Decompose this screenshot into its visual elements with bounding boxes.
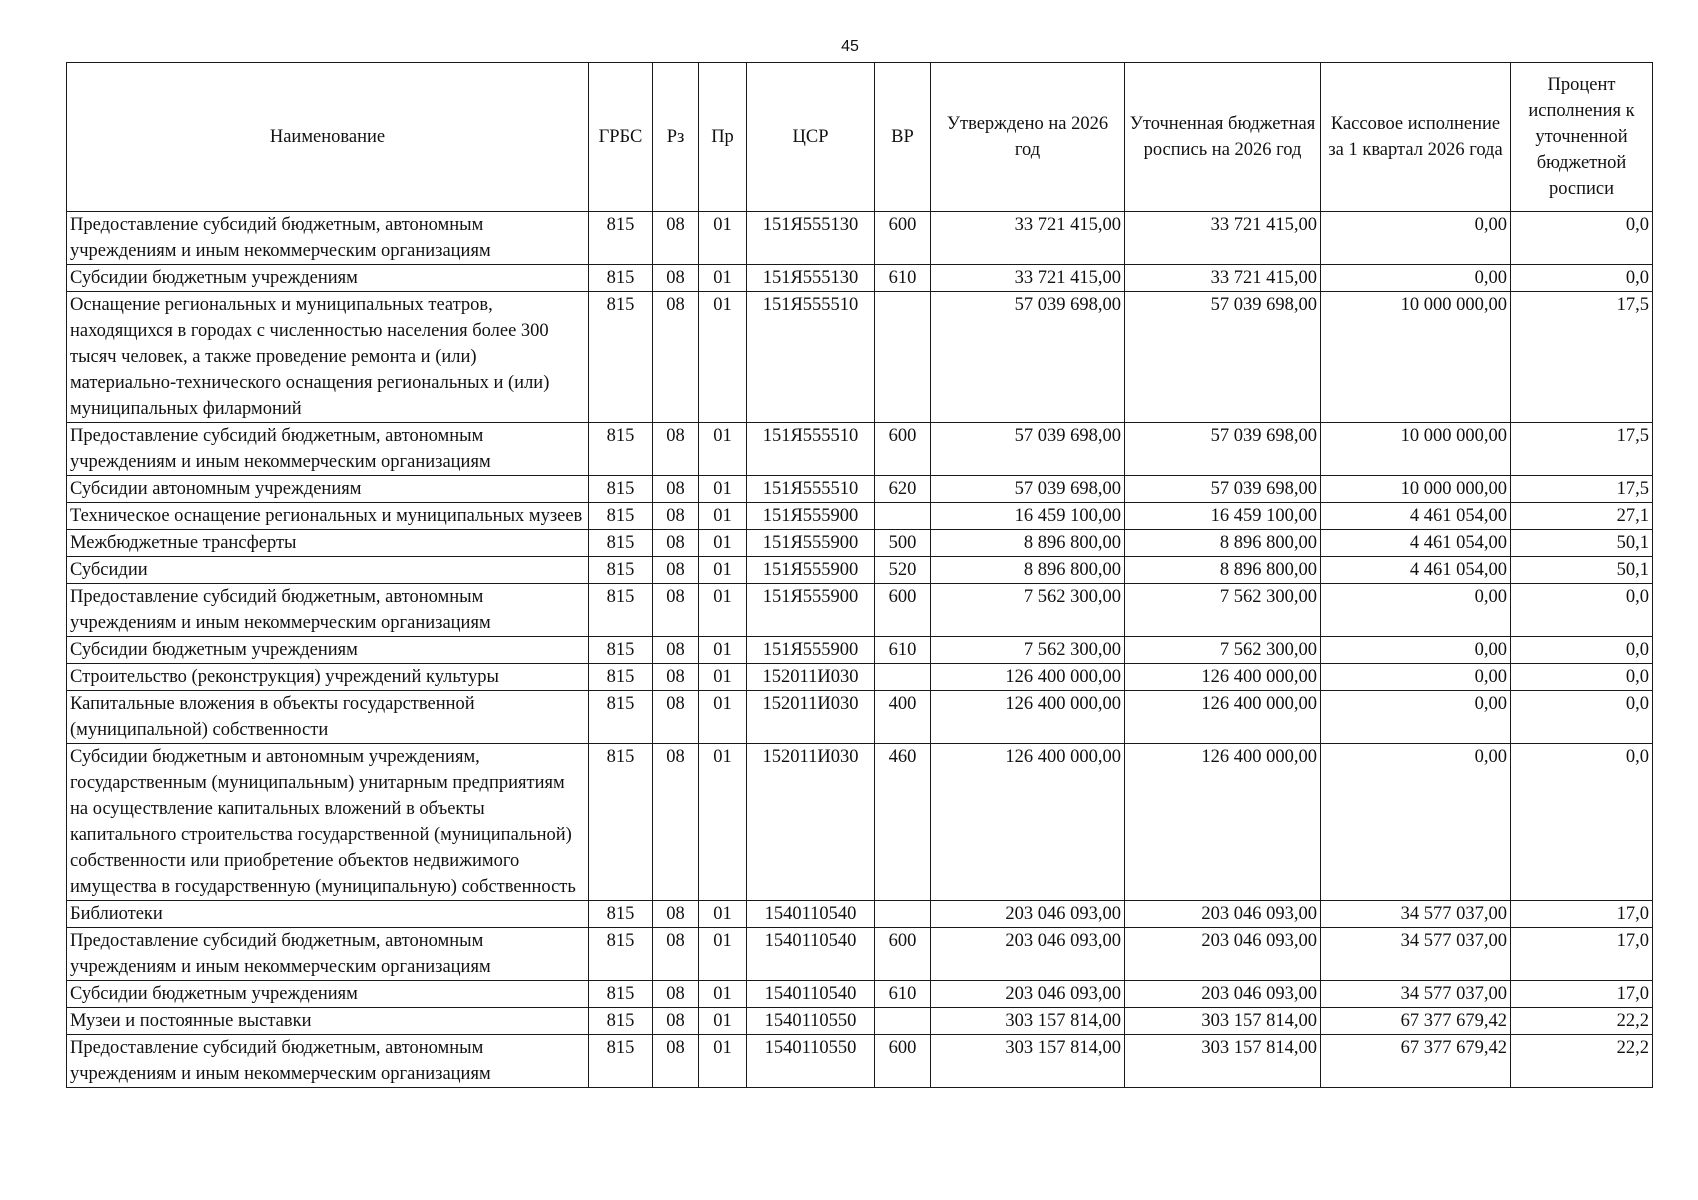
cell-rz: 08 bbox=[653, 637, 699, 664]
cell-csr: 151Я555900 bbox=[747, 557, 875, 584]
cell-refined: 7 562 300,00 bbox=[1125, 584, 1321, 637]
table-row bbox=[67, 901, 1653, 928]
table-row bbox=[67, 637, 1653, 664]
cell-csr: 151Я555130 bbox=[747, 265, 875, 292]
cell-pr: 01 bbox=[699, 691, 747, 744]
table-row bbox=[67, 981, 1653, 1008]
cell-rz: 08 bbox=[653, 292, 699, 423]
cell-vr bbox=[875, 503, 931, 530]
cell-csr: 151Я555130 bbox=[747, 212, 875, 265]
table-row bbox=[67, 503, 1653, 530]
cell-grbs: 815 bbox=[589, 292, 653, 423]
table-row bbox=[67, 744, 1653, 901]
cell-pr: 01 bbox=[699, 1008, 747, 1035]
cell-cash: 4 461 054,00 bbox=[1321, 530, 1511, 557]
cell-vr: 620 bbox=[875, 476, 931, 503]
cell-approved: 57 039 698,00 bbox=[931, 423, 1125, 476]
cell-csr: 152011И030 bbox=[747, 691, 875, 744]
cell-name: Субсидии bbox=[67, 557, 589, 584]
cell-cash: 0,00 bbox=[1321, 265, 1511, 292]
cell-name: Капитальные вложения в объекты государственной (муниципальной) собственности bbox=[67, 691, 589, 744]
cell-grbs: 815 bbox=[589, 530, 653, 557]
cell-cash: 4 461 054,00 bbox=[1321, 557, 1511, 584]
cell-refined: 126 400 000,00 bbox=[1125, 744, 1321, 901]
cell-name: Межбюджетные трансферты bbox=[67, 530, 589, 557]
cell-cash: 34 577 037,00 bbox=[1321, 928, 1511, 981]
table-row bbox=[67, 557, 1653, 584]
cell-pr: 01 bbox=[699, 981, 747, 1008]
cell-vr: 600 bbox=[875, 584, 931, 637]
cell-percent: 27,1 bbox=[1511, 503, 1653, 530]
header-cash: Кассовое исполнение за 1 квартал 2026 года bbox=[1321, 63, 1511, 212]
cell-pr: 01 bbox=[699, 476, 747, 503]
cell-name: Субсидии бюджетным и автономным учреждениям, государственным (муниципальным) унитарным предприятиям на осуществление капитальных вложений в объекты капитального строительства государственной (муниципальной) собственности или приобретение объектов недвижимого имущества в государственную (муниципальную) собственность bbox=[67, 744, 589, 901]
cell-csr: 152011И030 bbox=[747, 744, 875, 901]
cell-csr: 1540110550 bbox=[747, 1035, 875, 1088]
cell-refined: 57 039 698,00 bbox=[1125, 476, 1321, 503]
table-row bbox=[67, 530, 1653, 557]
cell-vr: 400 bbox=[875, 691, 931, 744]
table-row bbox=[67, 1008, 1653, 1035]
table-row bbox=[67, 691, 1653, 744]
header-rz: Рз bbox=[653, 63, 699, 212]
cell-vr: 600 bbox=[875, 212, 931, 265]
cell-cash: 10 000 000,00 bbox=[1321, 292, 1511, 423]
page-number: 45 bbox=[841, 38, 859, 55]
cell-vr bbox=[875, 292, 931, 423]
cell-approved: 203 046 093,00 bbox=[931, 981, 1125, 1008]
cell-refined: 126 400 000,00 bbox=[1125, 664, 1321, 691]
table-row bbox=[67, 423, 1653, 476]
cell-pr: 01 bbox=[699, 928, 747, 981]
cell-name: Музеи и постоянные выставки bbox=[67, 1008, 589, 1035]
header-grbs: ГРБС bbox=[589, 63, 653, 212]
header-name: Наименование bbox=[67, 63, 589, 212]
cell-grbs: 815 bbox=[589, 1035, 653, 1088]
cell-cash: 0,00 bbox=[1321, 744, 1511, 901]
cell-rz: 08 bbox=[653, 503, 699, 530]
cell-percent: 0,0 bbox=[1511, 637, 1653, 664]
cell-rz: 08 bbox=[653, 691, 699, 744]
cell-grbs: 815 bbox=[589, 476, 653, 503]
cell-grbs: 815 bbox=[589, 744, 653, 901]
cell-cash: 0,00 bbox=[1321, 691, 1511, 744]
cell-name: Техническое оснащение региональных и муниципальных музеев bbox=[67, 503, 589, 530]
cell-name: Субсидии бюджетным учреждениям bbox=[67, 637, 589, 664]
cell-approved: 126 400 000,00 bbox=[931, 691, 1125, 744]
header-refined: Уточненная бюджетная роспись на 2026 год bbox=[1125, 63, 1321, 212]
cell-approved: 8 896 800,00 bbox=[931, 557, 1125, 584]
cell-pr: 01 bbox=[699, 530, 747, 557]
cell-cash: 4 461 054,00 bbox=[1321, 503, 1511, 530]
cell-grbs: 815 bbox=[589, 584, 653, 637]
cell-grbs: 815 bbox=[589, 503, 653, 530]
cell-percent: 0,0 bbox=[1511, 691, 1653, 744]
cell-percent: 17,0 bbox=[1511, 901, 1653, 928]
cell-rz: 08 bbox=[653, 744, 699, 901]
cell-vr: 600 bbox=[875, 928, 931, 981]
cell-cash: 0,00 bbox=[1321, 212, 1511, 265]
cell-csr: 151Я555900 bbox=[747, 503, 875, 530]
cell-percent: 50,1 bbox=[1511, 557, 1653, 584]
cell-percent: 17,5 bbox=[1511, 476, 1653, 503]
cell-rz: 08 bbox=[653, 981, 699, 1008]
cell-percent: 22,2 bbox=[1511, 1035, 1653, 1088]
cell-refined: 7 562 300,00 bbox=[1125, 637, 1321, 664]
cell-refined: 33 721 415,00 bbox=[1125, 265, 1321, 292]
cell-refined: 33 721 415,00 bbox=[1125, 212, 1321, 265]
cell-vr: 600 bbox=[875, 423, 931, 476]
cell-cash: 0,00 bbox=[1321, 637, 1511, 664]
cell-pr: 01 bbox=[699, 292, 747, 423]
table-row bbox=[67, 265, 1653, 292]
cell-grbs: 815 bbox=[589, 637, 653, 664]
cell-percent: 0,0 bbox=[1511, 584, 1653, 637]
table-row bbox=[67, 664, 1653, 691]
cell-pr: 01 bbox=[699, 901, 747, 928]
cell-approved: 7 562 300,00 bbox=[931, 584, 1125, 637]
cell-rz: 08 bbox=[653, 664, 699, 691]
cell-csr: 1540110540 bbox=[747, 928, 875, 981]
cell-name: Библиотеки bbox=[67, 901, 589, 928]
cell-grbs: 815 bbox=[589, 265, 653, 292]
cell-cash: 10 000 000,00 bbox=[1321, 476, 1511, 503]
cell-pr: 01 bbox=[699, 664, 747, 691]
cell-vr bbox=[875, 901, 931, 928]
cell-vr: 610 bbox=[875, 265, 931, 292]
cell-rz: 08 bbox=[653, 901, 699, 928]
header-vr: ВР bbox=[875, 63, 931, 212]
cell-vr: 460 bbox=[875, 744, 931, 901]
cell-cash: 67 377 679,42 bbox=[1321, 1008, 1511, 1035]
cell-refined: 203 046 093,00 bbox=[1125, 901, 1321, 928]
cell-grbs: 815 bbox=[589, 557, 653, 584]
cell-csr: 151Я555900 bbox=[747, 530, 875, 557]
header-row bbox=[67, 63, 1653, 212]
budget-table bbox=[66, 62, 1653, 1088]
cell-vr: 610 bbox=[875, 981, 931, 1008]
cell-refined: 8 896 800,00 bbox=[1125, 557, 1321, 584]
cell-cash: 34 577 037,00 bbox=[1321, 901, 1511, 928]
cell-refined: 303 157 814,00 bbox=[1125, 1035, 1321, 1088]
cell-pr: 01 bbox=[699, 423, 747, 476]
cell-grbs: 815 bbox=[589, 901, 653, 928]
cell-approved: 16 459 100,00 bbox=[931, 503, 1125, 530]
cell-name: Предоставление субсидий бюджетным, автономным учреждениям и иным некоммерческим организациям bbox=[67, 423, 589, 476]
cell-grbs: 815 bbox=[589, 423, 653, 476]
cell-cash: 0,00 bbox=[1321, 584, 1511, 637]
cell-percent: 0,0 bbox=[1511, 212, 1653, 265]
cell-name: Предоставление субсидий бюджетным, автономным учреждениям и иным некоммерческим организациям bbox=[67, 1035, 589, 1088]
cell-refined: 203 046 093,00 bbox=[1125, 981, 1321, 1008]
header-approved: Утверждено на 2026 год bbox=[931, 63, 1125, 212]
cell-refined: 126 400 000,00 bbox=[1125, 691, 1321, 744]
table-row bbox=[67, 1035, 1653, 1088]
cell-rz: 08 bbox=[653, 423, 699, 476]
cell-approved: 126 400 000,00 bbox=[931, 664, 1125, 691]
cell-rz: 08 bbox=[653, 530, 699, 557]
cell-approved: 303 157 814,00 bbox=[931, 1035, 1125, 1088]
cell-csr: 151Я555900 bbox=[747, 584, 875, 637]
cell-csr: 1540110540 bbox=[747, 981, 875, 1008]
cell-refined: 203 046 093,00 bbox=[1125, 928, 1321, 981]
cell-pr: 01 bbox=[699, 584, 747, 637]
cell-vr bbox=[875, 1008, 931, 1035]
cell-csr: 151Я555510 bbox=[747, 292, 875, 423]
cell-grbs: 815 bbox=[589, 928, 653, 981]
cell-vr: 520 bbox=[875, 557, 931, 584]
header-percent: Процент исполнения к уточненной бюджетной росписи bbox=[1511, 63, 1653, 212]
cell-approved: 57 039 698,00 bbox=[931, 292, 1125, 423]
cell-percent: 22,2 bbox=[1511, 1008, 1653, 1035]
cell-pr: 01 bbox=[699, 637, 747, 664]
cell-pr: 01 bbox=[699, 265, 747, 292]
cell-percent: 17,0 bbox=[1511, 928, 1653, 981]
cell-approved: 8 896 800,00 bbox=[931, 530, 1125, 557]
table-row bbox=[67, 928, 1653, 981]
table-body bbox=[67, 212, 1653, 1088]
cell-percent: 0,0 bbox=[1511, 744, 1653, 901]
cell-approved: 126 400 000,00 bbox=[931, 744, 1125, 901]
cell-percent: 17,5 bbox=[1511, 423, 1653, 476]
cell-name: Предоставление субсидий бюджетным, автономным учреждениям и иным некоммерческим организациям bbox=[67, 584, 589, 637]
cell-percent: 50,1 bbox=[1511, 530, 1653, 557]
cell-grbs: 815 bbox=[589, 1008, 653, 1035]
cell-grbs: 815 bbox=[589, 212, 653, 265]
cell-refined: 16 459 100,00 bbox=[1125, 503, 1321, 530]
cell-rz: 08 bbox=[653, 928, 699, 981]
cell-csr: 1540110540 bbox=[747, 901, 875, 928]
cell-refined: 8 896 800,00 bbox=[1125, 530, 1321, 557]
cell-approved: 303 157 814,00 bbox=[931, 1008, 1125, 1035]
cell-grbs: 815 bbox=[589, 664, 653, 691]
cell-pr: 01 bbox=[699, 212, 747, 265]
cell-vr: 610 bbox=[875, 637, 931, 664]
cell-name: Предоставление субсидий бюджетным, автономным учреждениям и иным некоммерческим организациям bbox=[67, 212, 589, 265]
cell-refined: 303 157 814,00 bbox=[1125, 1008, 1321, 1035]
cell-csr: 1540110550 bbox=[747, 1008, 875, 1035]
cell-pr: 01 bbox=[699, 1035, 747, 1088]
table-row bbox=[67, 292, 1653, 423]
cell-name: Предоставление субсидий бюджетным, автономным учреждениям и иным некоммерческим организациям bbox=[67, 928, 589, 981]
cell-percent: 0,0 bbox=[1511, 664, 1653, 691]
header-csr: ЦСР bbox=[747, 63, 875, 212]
cell-rz: 08 bbox=[653, 1035, 699, 1088]
cell-csr: 151Я555510 bbox=[747, 476, 875, 503]
cell-rz: 08 bbox=[653, 1008, 699, 1035]
cell-approved: 57 039 698,00 bbox=[931, 476, 1125, 503]
cell-vr: 500 bbox=[875, 530, 931, 557]
cell-name: Субсидии бюджетным учреждениям bbox=[67, 981, 589, 1008]
cell-grbs: 815 bbox=[589, 981, 653, 1008]
cell-rz: 08 bbox=[653, 265, 699, 292]
cell-name: Оснащение региональных и муниципальных театров, находящихся в городах с численностью населения более 300 тысяч человек, а также проведение ремонта и (или) материально-технического оснащения региональных и (или) муниципальных филармоний bbox=[67, 292, 589, 423]
cell-name: Субсидии бюджетным учреждениям bbox=[67, 265, 589, 292]
cell-pr: 01 bbox=[699, 503, 747, 530]
cell-refined: 57 039 698,00 bbox=[1125, 292, 1321, 423]
cell-approved: 33 721 415,00 bbox=[931, 265, 1125, 292]
table-row bbox=[67, 212, 1653, 265]
cell-name: Субсидии автономным учреждениям bbox=[67, 476, 589, 503]
cell-rz: 08 bbox=[653, 212, 699, 265]
cell-cash: 10 000 000,00 bbox=[1321, 423, 1511, 476]
cell-percent: 17,5 bbox=[1511, 292, 1653, 423]
cell-cash: 0,00 bbox=[1321, 664, 1511, 691]
cell-rz: 08 bbox=[653, 476, 699, 503]
cell-csr: 151Я555510 bbox=[747, 423, 875, 476]
cell-rz: 08 bbox=[653, 557, 699, 584]
cell-approved: 203 046 093,00 bbox=[931, 901, 1125, 928]
cell-approved: 203 046 093,00 bbox=[931, 928, 1125, 981]
cell-vr bbox=[875, 664, 931, 691]
cell-approved: 7 562 300,00 bbox=[931, 637, 1125, 664]
cell-percent: 17,0 bbox=[1511, 981, 1653, 1008]
cell-cash: 67 377 679,42 bbox=[1321, 1035, 1511, 1088]
table-row bbox=[67, 476, 1653, 503]
cell-percent: 0,0 bbox=[1511, 265, 1653, 292]
cell-approved: 33 721 415,00 bbox=[931, 212, 1125, 265]
cell-rz: 08 bbox=[653, 584, 699, 637]
table-row bbox=[67, 584, 1653, 637]
cell-pr: 01 bbox=[699, 557, 747, 584]
cell-name: Строительство (реконструкция) учреждений культуры bbox=[67, 664, 589, 691]
cell-pr: 01 bbox=[699, 744, 747, 901]
cell-refined: 57 039 698,00 bbox=[1125, 423, 1321, 476]
cell-grbs: 815 bbox=[589, 691, 653, 744]
cell-cash: 34 577 037,00 bbox=[1321, 981, 1511, 1008]
cell-csr: 151Я555900 bbox=[747, 637, 875, 664]
cell-vr: 600 bbox=[875, 1035, 931, 1088]
header-pr: Пр bbox=[699, 63, 747, 212]
cell-csr: 152011И030 bbox=[747, 664, 875, 691]
